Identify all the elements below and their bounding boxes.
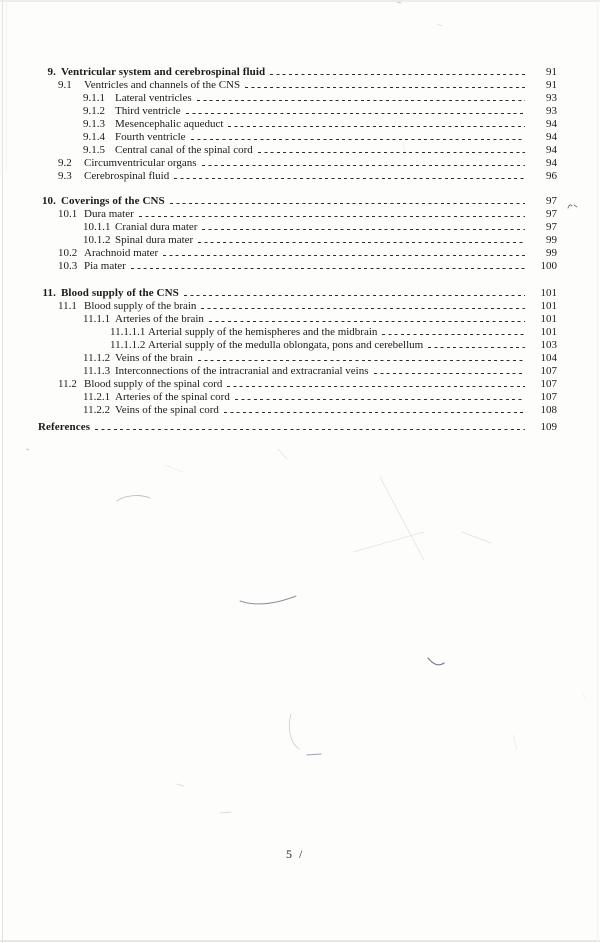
toc-section xyxy=(0,66,557,183)
toc-entry-number: 11.1.2 xyxy=(83,352,111,364)
dash-leader xyxy=(198,234,525,247)
toc-entry-label: Dura mater xyxy=(84,208,134,220)
dash-leader xyxy=(270,66,525,79)
dash-leader xyxy=(258,144,525,157)
toc-entry-label: Circumventricular organs xyxy=(84,157,197,169)
toc-entry-page: 96 xyxy=(546,170,557,182)
toc-entry-number: 9.1.3 xyxy=(83,118,105,130)
toc-entry-label: Veins of the spinal cord xyxy=(115,404,219,416)
toc-entry xyxy=(0,118,557,131)
toc-entry xyxy=(0,195,557,208)
toc-entry-number: 10.1.1 xyxy=(83,221,111,233)
dash-leader xyxy=(227,378,525,391)
dash-leader xyxy=(245,79,525,92)
scan-edge-bottom xyxy=(0,940,600,942)
table-of-contents xyxy=(0,66,600,434)
toc-entry-number: 11.1.1.2 xyxy=(110,339,146,351)
toc-entry-label: Fourth ventricle xyxy=(115,131,186,143)
toc-entry-page: 93 xyxy=(546,105,557,117)
toc-entry xyxy=(0,260,557,273)
toc-entry xyxy=(0,378,557,391)
dash-leader xyxy=(174,170,525,183)
toc-entry-page: 103 xyxy=(540,339,557,351)
toc-entry xyxy=(0,131,557,144)
dash-leader xyxy=(95,421,525,434)
dash-leader xyxy=(201,300,525,313)
toc-entry-page: 97 xyxy=(546,208,557,220)
toc-entry-number: 11.1 xyxy=(58,300,77,312)
toc-entry-label: Cerebrospinal fluid xyxy=(84,170,170,182)
toc-entry xyxy=(0,170,557,183)
toc-entry-page: 107 xyxy=(540,391,557,403)
dash-leader xyxy=(382,326,525,339)
toc-entry-label: Pia mater xyxy=(84,260,126,272)
toc-entry-label: Arterial supply of the medulla oblongata, pons and cerebellum xyxy=(148,339,424,351)
toc-entry-page: 94 xyxy=(546,157,557,169)
dash-leader xyxy=(209,313,525,326)
dash-leader xyxy=(198,352,525,365)
toc-entry-number: 9.1 xyxy=(58,79,72,91)
toc-entry-number: 11.2 xyxy=(58,378,77,390)
toc-entry-page: 100 xyxy=(540,260,557,272)
toc-entry-number: 9.3 xyxy=(58,170,72,182)
toc-entry-number: 9.2 xyxy=(58,157,72,169)
toc-entry xyxy=(0,66,557,79)
toc-entry-number: 10.2 xyxy=(58,247,78,259)
toc-entry-number: 9. xyxy=(47,66,56,78)
toc-entry-page: 101 xyxy=(540,287,557,299)
toc-entry-page: 101 xyxy=(540,300,557,312)
dash-leader xyxy=(170,195,525,208)
toc-entry-page: 99 xyxy=(546,234,557,246)
toc-entry xyxy=(0,208,557,221)
dash-leader xyxy=(202,157,525,170)
toc-entry-label: Arteries of the spinal cord xyxy=(115,391,230,403)
toc-entry-label: Blood supply of the CNS xyxy=(61,287,179,299)
toc-entry-number: 10. xyxy=(41,195,56,207)
toc-entry-page: 107 xyxy=(540,378,557,390)
dash-leader xyxy=(191,131,525,144)
dash-leader xyxy=(202,221,525,234)
scan-edge-top xyxy=(0,0,600,2)
toc-entry xyxy=(0,404,557,417)
dash-leader xyxy=(235,391,525,404)
toc-entry-label: Arterial supply of the hemispheres and the midbrain xyxy=(148,326,378,338)
dash-leader xyxy=(163,247,525,260)
toc-entry xyxy=(0,421,557,434)
toc-entry-label: Interconnections of the intracranial and extracranial veins xyxy=(115,365,369,377)
toc-entry-label: Blood supply of the brain xyxy=(84,300,197,312)
toc-entry-number: 11.1.1 xyxy=(83,313,111,325)
toc-section xyxy=(0,287,557,417)
toc-entry-number: 11.2.1 xyxy=(83,391,111,403)
toc-entry-number: 10.3 xyxy=(58,260,78,272)
toc-entry-label: Ventricular system and cerebrospinal fluid xyxy=(61,66,266,78)
dash-leader xyxy=(228,118,525,131)
toc-entry-label: Arachnoid mater xyxy=(84,247,159,259)
toc-entry-label: Ventricles and channels of the CNS xyxy=(84,79,241,91)
toc-entry-page: 91 xyxy=(546,66,557,78)
dash-leader xyxy=(428,339,525,352)
dash-leader xyxy=(139,208,525,221)
toc-entry-label: Lateral ventricles xyxy=(115,92,192,104)
toc-entry-number: 9.1.4 xyxy=(83,131,105,143)
toc-entry-page: 91 xyxy=(546,79,557,91)
toc-entry-number: 10.1.2 xyxy=(83,234,111,246)
toc-entry-page: 107 xyxy=(540,365,557,377)
page-number: 5 / xyxy=(286,847,305,861)
toc-entry-number: 11. xyxy=(42,287,56,299)
toc-entry-page: 108 xyxy=(540,404,557,416)
dash-leader xyxy=(184,287,525,300)
toc-entry-label: Mesencephalic aqueduct xyxy=(115,118,224,130)
dash-leader xyxy=(374,365,526,378)
toc-entry xyxy=(0,326,557,339)
toc-entry-label: Third ventricle xyxy=(115,105,181,117)
toc-entry xyxy=(0,391,557,404)
toc-entry xyxy=(0,221,557,234)
toc-section xyxy=(0,195,557,273)
toc-entry-label: Coverings of the CNS xyxy=(61,195,165,207)
toc-entry xyxy=(0,157,557,170)
toc-entry-number: 10.1 xyxy=(58,208,78,220)
dash-leader xyxy=(131,260,525,273)
toc-entry xyxy=(0,352,557,365)
toc-entry xyxy=(0,300,557,313)
toc-entry xyxy=(0,79,557,92)
toc-section xyxy=(0,421,557,434)
toc-entry xyxy=(0,287,557,300)
toc-entry-number: 11.2.2 xyxy=(83,404,111,416)
toc-entry xyxy=(0,144,557,157)
toc-entry xyxy=(0,365,557,378)
toc-entry xyxy=(0,234,557,247)
toc-entry-page: 94 xyxy=(546,144,557,156)
toc-entry-page: 97 xyxy=(546,221,557,233)
toc-entry-label: Blood supply of the spinal cord xyxy=(84,378,223,390)
toc-entry-page: 94 xyxy=(546,118,557,130)
toc-entry-page: 109 xyxy=(540,421,557,433)
toc-entry-page: 93 xyxy=(546,92,557,104)
dash-leader xyxy=(224,404,525,417)
toc-entry xyxy=(0,313,557,326)
toc-entry-page: 101 xyxy=(540,313,557,325)
toc-entry-label: Arteries of the brain xyxy=(115,313,204,325)
toc-entry xyxy=(0,92,557,105)
toc-entry-number: 9.1.1 xyxy=(83,92,105,104)
toc-entry-label: Veins of the brain xyxy=(115,352,193,364)
toc-entry-page: 101 xyxy=(540,326,557,338)
toc-entry-page: 94 xyxy=(546,131,557,143)
toc-entry-label: Cranial dura mater xyxy=(115,221,198,233)
toc-entry xyxy=(0,339,557,352)
toc-entry-page: 97 xyxy=(546,195,557,207)
toc-entry-number: 9.1.5 xyxy=(83,144,105,156)
toc-entry xyxy=(0,247,557,260)
toc-entry-number: 11.1.1.1 xyxy=(110,326,146,338)
toc-entry-label: Central canal of the spinal cord xyxy=(115,144,253,156)
toc-entry-label: Spinal dura mater xyxy=(115,234,194,246)
dash-leader xyxy=(186,105,525,118)
toc-entry-number: 11.1.3 xyxy=(83,365,111,377)
toc-entry-page: 104 xyxy=(540,352,557,364)
toc-entry-page: 99 xyxy=(546,247,557,259)
toc-entry-number: 9.1.2 xyxy=(83,105,105,117)
toc-entry-label: References xyxy=(38,421,91,433)
dash-leader xyxy=(197,92,525,105)
toc-entry xyxy=(0,105,557,118)
